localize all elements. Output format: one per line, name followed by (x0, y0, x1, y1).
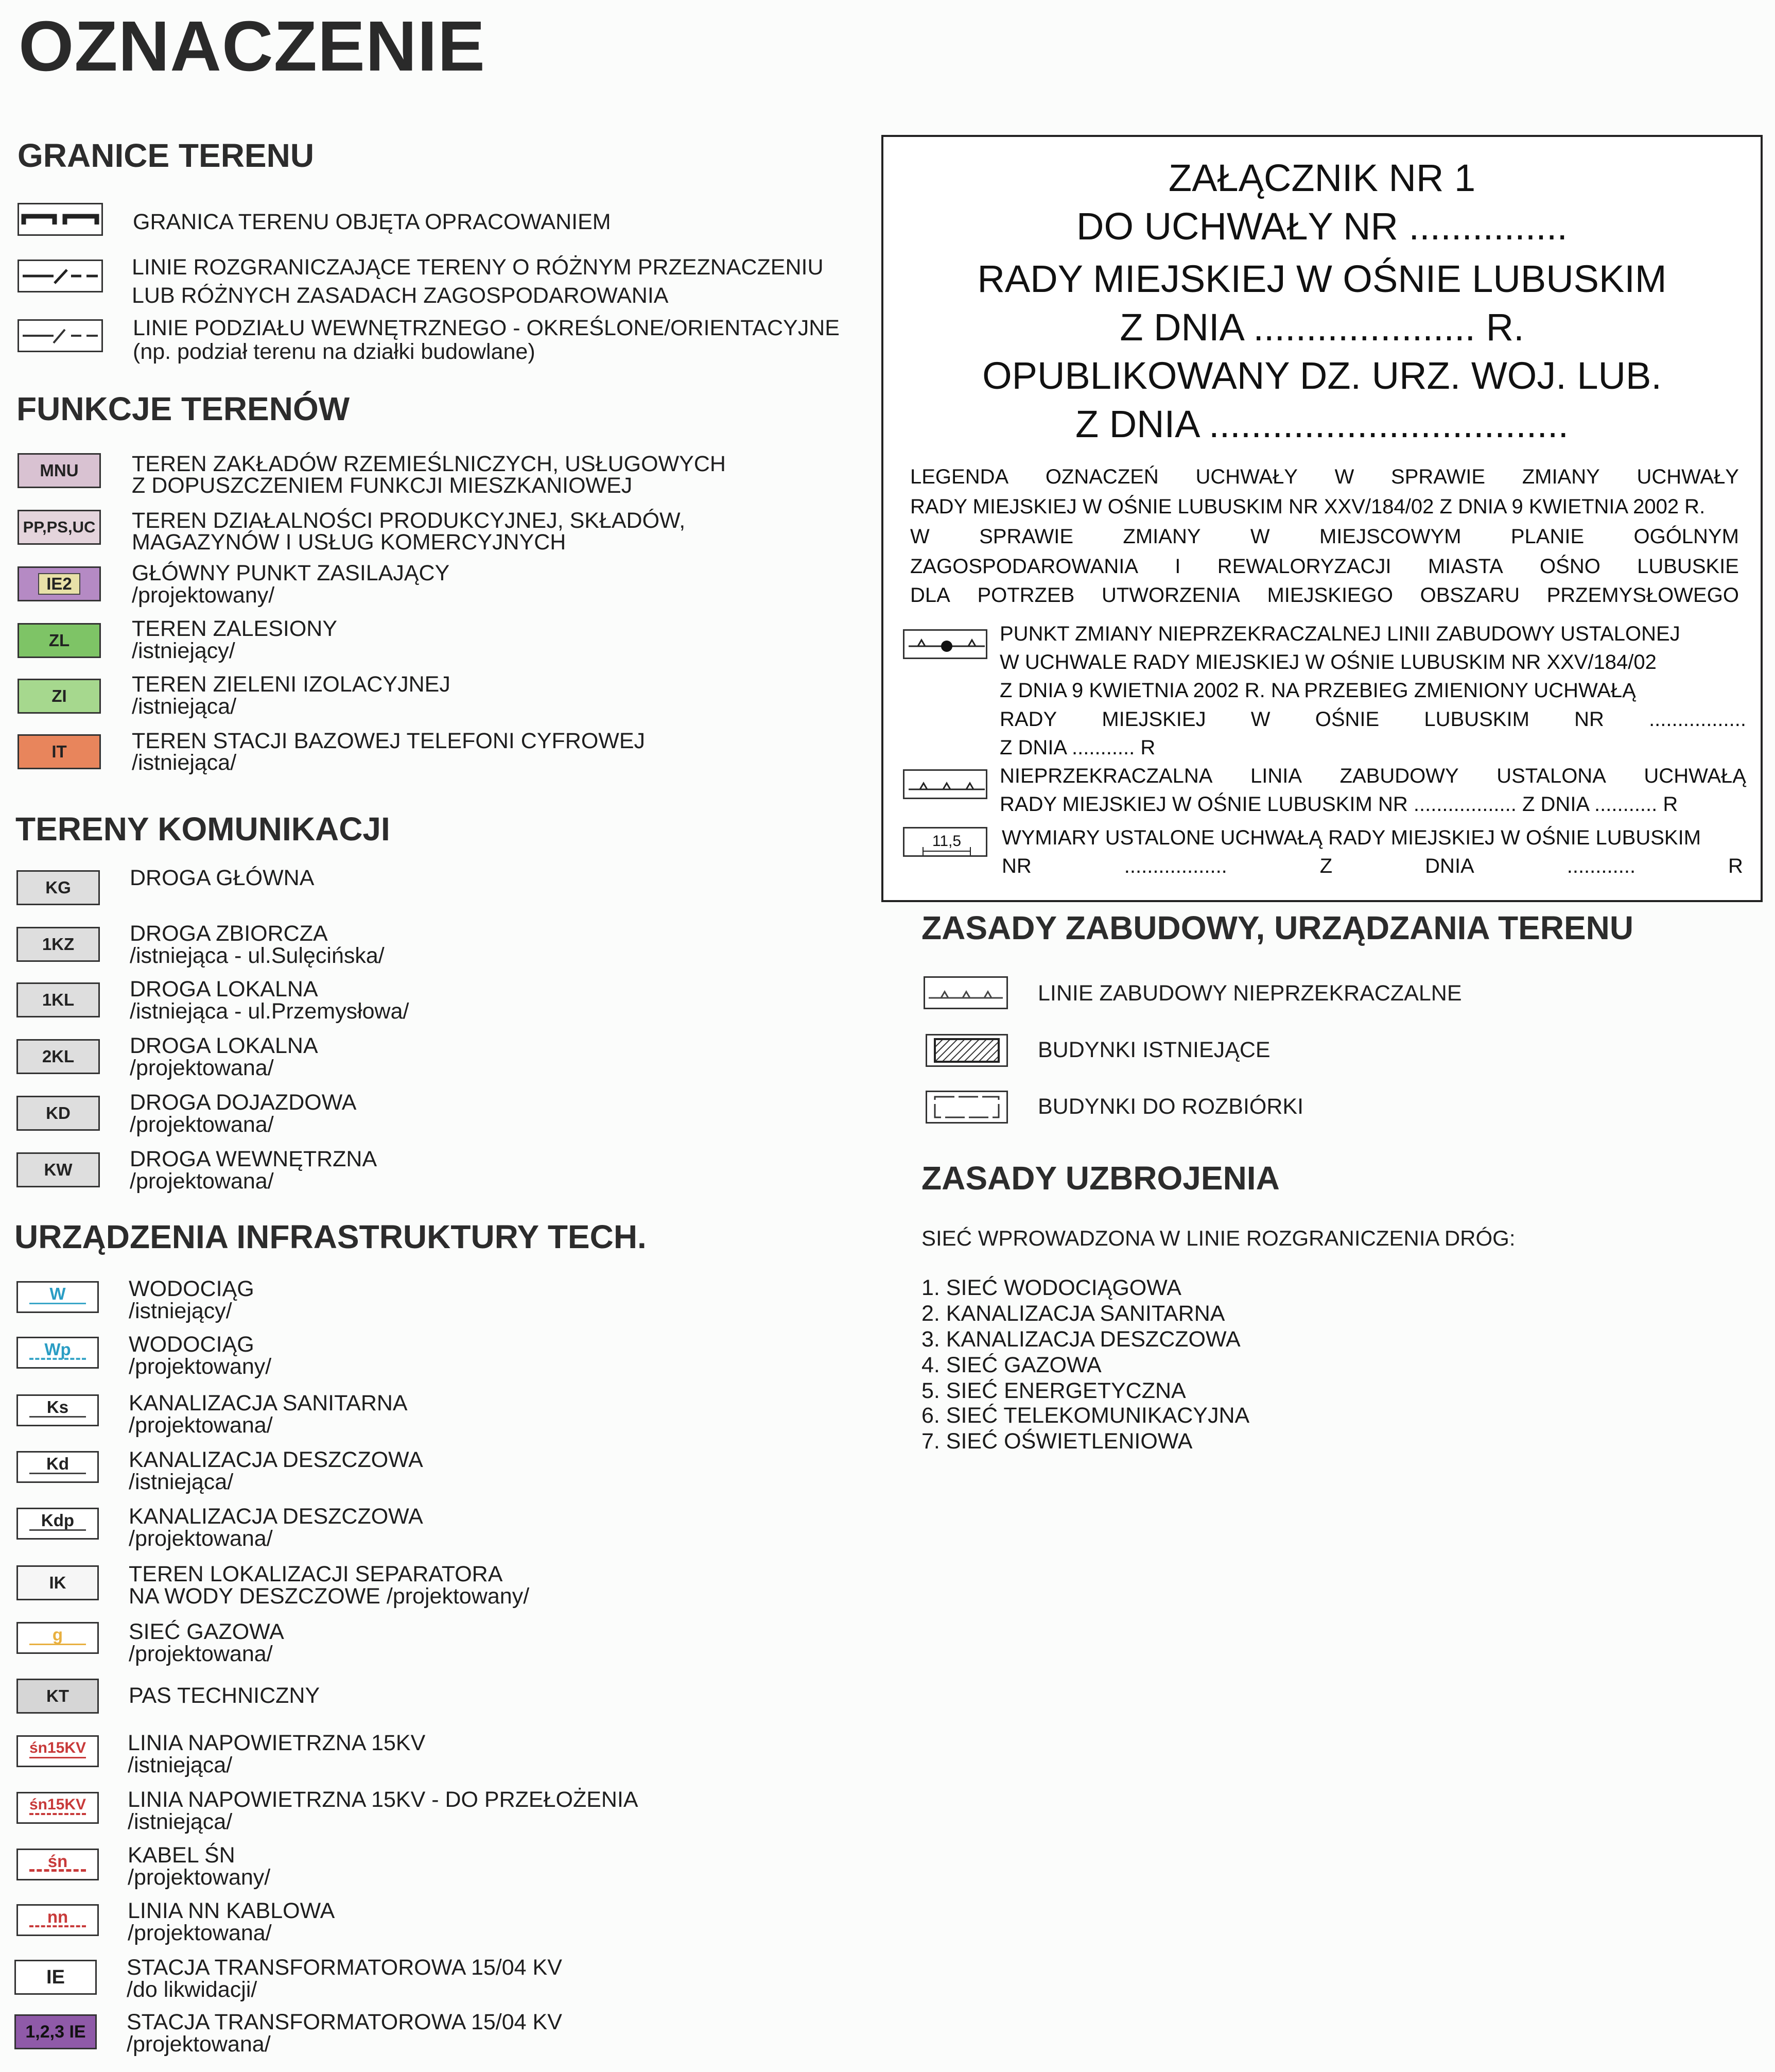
spread-word: OGÓLNYM (1633, 525, 1739, 548)
legend-heading-line-1 (910, 467, 1739, 487)
spread-word: W (1250, 707, 1271, 731)
spread-word: MIEJSCOWYM (1319, 525, 1461, 548)
boundary-line-symbol (18, 203, 103, 236)
uzbrojenie-intro: SIEĆ WPROWADZONA W LINIE ROZGRANICZENIA DRÓG: (921, 1226, 1516, 1250)
spread-word: ZABUDOWY (1339, 765, 1459, 787)
transformer-station-planned-swatch: 1,2,3 IE (14, 2014, 97, 2049)
spread-word: LUBUSKIM (1424, 707, 1529, 731)
water-line-symbol: W (16, 1281, 99, 1313)
spread-word: UTWORZENIA (1101, 584, 1240, 607)
legend-infra-ks: KANALIZACJA SANITARNA /projektowana/ (129, 1391, 408, 1438)
legend-infra-123ie: STACJA TRANSFORMATOROWA 15/04 KV /projektowana/ (127, 2010, 562, 2057)
change-point-symbol (903, 629, 987, 659)
spread-word: LEGENDA (910, 465, 1009, 488)
legend-infra-kdp: KANALIZACJA DESZCZOWA /projektowana/ (129, 1504, 423, 1551)
attachment-line-5: OPUBLIKOWANY DZ. URZ. WOJ. LUB. (982, 354, 1662, 397)
legend-infra-ie: STACJA TRANSFORMATOROWA 15/04 KV /do likwidacji/ (127, 1955, 562, 2002)
building-line-limit-symbol (924, 976, 1008, 1009)
legend-granice-3: LINIE PODZIAŁU WEWNĘTRZNEGO - OKREŚLONE/ORIENTACYJNE (np. podział terenu na działki budowlane) (133, 316, 840, 365)
road-swatch-kd: KD (16, 1096, 100, 1131)
legend-infra-ik: TEREN LOKALIZACJI SEPARATORA NA WODY DESZCZOWE /projektowany/ (129, 1562, 530, 1609)
attachment-line-6: Z DNIA .................................. (1075, 403, 1569, 445)
dividing-line-symbol (18, 260, 103, 292)
legend-funkcje-zi: TEREN ZIELENI IZOLACYJNEJ /istniejąca/ (132, 672, 450, 719)
spread-word: OZNACZEŃ (1045, 465, 1159, 488)
legend-infra-nn: LINIA NN KABLOWA /projektowana/ (128, 1898, 335, 1945)
attachment-line-2: DO UCHWAŁY NR ............... (1076, 205, 1568, 248)
uzbrojenie-item-3: 3. KANALIZACJA DESZCZOWA (921, 1327, 1241, 1352)
road-swatch-kg: KG (16, 870, 100, 905)
existing-building-symbol (926, 1034, 1008, 1067)
spread-word: UCHWAŁĄ (1644, 765, 1746, 787)
legend-infra-sn: KABEL ŚN /projektowany/ (128, 1843, 271, 1890)
legend-infra-sn15-2: LINIA NAPOWIETRZNA 15KV - DO PRZEŁOŻENIA /istniejąca/ (128, 1787, 638, 1834)
uzbrojenie-item-4: 4. SIEĆ GAZOWA (921, 1353, 1102, 1377)
legend-entry-1: PUNKT ZMIANY NIEPRZEKRACZALNEJ LINII ZABUDOWY USTALONEJ W UCHWALE RADY MIEJSKIEJ W OŚNIE LUBUSKIM NR XXV/184/02 Z DNIA 9 KWIETNIA 2002 R. NA PRZEBIEG ZMIENIONY UCHWAŁĄ RADY MIEJSKIEJ W OŚNIE LUBUSKIM NR ................. Z DNIA ........... R (1000, 623, 1746, 759)
attachment-line-3: RADY MIEJSKIEJ W OŚNIE LUBUSKIM (977, 257, 1667, 300)
technical-strip-swatch: KT (16, 1679, 99, 1714)
section-heading-komunikacja: TERENY KOMUNIKACJI (15, 810, 390, 848)
legend-komunikacja-kg: DROGA GŁÓWNA (130, 866, 315, 890)
legend-granice-2: LINIE ROZGRANICZAJĄCE TERENY O RÓŻNYM PRZEZNACZENIU LUB RÓŻNYCH ZASADACH ZAGOSPODAROWANIA (132, 255, 824, 308)
road-swatch-1kl: 1KL (16, 982, 100, 1017)
section-heading-funkcje: FUNKCJE TERENÓW (16, 390, 350, 427)
spread-word: PRZEMYSŁOWEGO (1546, 584, 1739, 607)
legend-komunikacja-kd: DROGA DOJAZDOWA /projektowana/ (130, 1090, 357, 1137)
page-title: OZNACZENIE (19, 7, 485, 86)
attachment-line-4: Z DNIA ..................... R. (1120, 306, 1524, 349)
spread-word: OŚNO (1540, 555, 1600, 578)
legend-heading-line-5 (910, 585, 1739, 606)
legend-zabudowy-3: BUDYNKI DO ROZBIÓRKI (1038, 1094, 1304, 1119)
legend-heading-line-4 (910, 556, 1739, 577)
legend-infra-kt: PAS TECHNICZNY (129, 1683, 320, 1708)
internal-division-line-symbol (18, 319, 103, 352)
section-heading-granice: GRANICE TERENU (18, 137, 315, 174)
land-use-swatch-zi: ZI (18, 679, 101, 714)
spread-word: MIEJSKIEGO (1267, 584, 1393, 607)
mv-cable-symbol: śn (16, 1849, 99, 1880)
uzbrojenie-item-7: 7. SIEĆ OŚWIETLENIOWA (921, 1429, 1193, 1454)
spread-word: W (910, 525, 930, 548)
sanitary-sewer-symbol: Ks (16, 1394, 99, 1426)
spread-word: UCHWAŁY (1195, 465, 1298, 488)
spread-word: USTALONA (1496, 765, 1606, 787)
legend-infra-sn15-1: LINIA NAPOWIETRZNA 15KV /istniejąca/ (128, 1731, 426, 1777)
legend-infra-kd: KANALIZACJA DESZCZOWA /istniejąca/ (129, 1447, 423, 1494)
storm-sewer-planned-symbol: Kdp (16, 1508, 99, 1540)
storm-sewer-symbol: Kd (16, 1451, 99, 1483)
dimension-value: 11,5 (932, 833, 962, 850)
spread-word: OBSZARU (1420, 584, 1520, 607)
legend-komunikacja-1kl: DROGA LOKALNA /istniejąca - ul.Przemysłowa/ (130, 977, 409, 1024)
uzbrojenie-item-5: 5. SIEĆ ENERGETYCZNA (921, 1378, 1186, 1403)
gas-line-symbol: g (16, 1622, 99, 1654)
spread-word: .................. (1124, 855, 1227, 878)
spread-word: MIEJSKIEJ (1102, 707, 1206, 731)
spread-word: W (1250, 525, 1270, 548)
separator-site-swatch: IK (16, 1565, 99, 1600)
legend-funkcje-mnu: TEREN ZAKŁADÓW RZEMIEŚLNICZYCH, USŁUGOWYCH Z DOPUSZCZENIEM FUNKCJI MIESZKANIOWEJ (132, 452, 726, 498)
land-use-swatch-pp-ps-uc: PP,PS,UC (18, 510, 101, 545)
land-use-swatch-zl: ZL (18, 623, 101, 658)
spread-word: ............ (1567, 855, 1636, 878)
legend-heading-line-3 (910, 526, 1739, 547)
legend-heading-line-2: RADY MIEJSKIEJ W OŚNIE LUBUSKIM NR XXV/184/02 Z DNIA 9 KWIETNIA 2002 R. (910, 495, 1706, 518)
spread-word: ZMIANY (1522, 465, 1600, 488)
road-swatch-kw: KW (16, 1152, 100, 1187)
legend-funkcje-pp: TEREN DZIAŁALNOŚCI PRODUKCYJNEJ, SKŁADÓW, MAGAZYNÓW I USŁUG KOMERCYJNYCH (132, 508, 686, 555)
legend-entry-3: WYMIARY USTALONE UCHWAŁĄ RADY MIEJSKIEJ W OŚNIE LUBUSKIM NR .................. Z DNIA ............ R (1002, 824, 1743, 880)
spread-word: NIEPRZEKRACZALNA (1000, 765, 1213, 787)
uzbrojenie-item-2: 2. KANALIZACJA SANITARNA (921, 1301, 1225, 1326)
spread-word: NR (1002, 855, 1032, 878)
legend-funkcje-zl: TEREN ZALESIONY /istniejący/ (132, 616, 338, 663)
spread-word: REWALORYZACJI (1217, 555, 1391, 578)
land-use-swatch-it: IT (18, 734, 101, 769)
spread-word: DNIA (1425, 855, 1474, 878)
lv-cable-symbol: nn (16, 1904, 99, 1936)
spread-word: POTRZEB (977, 584, 1075, 607)
dimension-symbol (903, 827, 987, 857)
spread-word: I (1175, 555, 1181, 578)
spread-word: W (1334, 465, 1354, 488)
spread-word: RADY (1000, 707, 1057, 731)
spread-word: ZAGOSPODAROWANIA (910, 555, 1139, 578)
overhead-line-15kv-symbol: śn15KV (16, 1735, 99, 1767)
legend-zabudowy-2: BUDYNKI ISTNIEJĄCE (1038, 1038, 1271, 1062)
section-heading-infrastruktura: URZĄDZENIA INFRASTRUKTURY TECH. (14, 1218, 647, 1255)
legend-entry-2: NIEPRZEKRACZALNA LINIA ZABUDOWY USTALONA UCHWAŁĄ RADY MIEJSKIEJ W OŚNIE LUBUSKIM NR .................. Z DNIA ........... R (1000, 762, 1746, 819)
spread-word: PLANIE (1510, 525, 1585, 548)
spread-word: ZMIANY (1123, 525, 1201, 548)
legend-zabudowy-1: LINIE ZABUDOWY NIEPRZEKRACZALNE (1038, 981, 1462, 1006)
section-heading-zasady-zabudowy: ZASADY ZABUDOWY, URZĄDZANIA TERENU (921, 909, 1634, 946)
spread-word: NR (1574, 707, 1604, 731)
spread-word: UCHWAŁY (1637, 465, 1739, 488)
water-line-planned-symbol: Wp (16, 1337, 99, 1369)
spread-word: OŚNIE (1315, 707, 1380, 731)
spread-word: Z (1319, 855, 1333, 878)
land-use-swatch-mnu: MNU (18, 453, 101, 488)
overhead-line-15kv-relocate-symbol: śn15KV (16, 1792, 99, 1824)
uzbrojenie-item-6: 6. SIEĆ TELEKOMUNIKACYJNA (921, 1403, 1250, 1428)
legend-infra-wp: WODOCIĄG /projektowany/ (129, 1332, 272, 1379)
spread-word: MIASTA (1428, 555, 1503, 578)
legend-granice-1: GRANICA TERENU OBJĘTA OPRACOWANIEM (133, 210, 611, 234)
road-swatch-1kz: 1KZ (16, 927, 100, 962)
uzbrojenie-item-1: 1. SIEĆ WODOCIĄGOWA (921, 1275, 1181, 1300)
legend-funkcje-ie2: GŁÓWNY PUNKT ZASILAJĄCY /projektowany/ (132, 561, 450, 608)
legend-komunikacja-kw: DROGA WEWNĘTRZNA /projektowana/ (130, 1147, 377, 1194)
spread-word: LINIA (1250, 765, 1302, 787)
building-line-symbol (903, 769, 987, 799)
spread-word: ................. (1649, 707, 1746, 731)
attachment-line-1: ZAŁĄCZNIK NR 1 (1168, 157, 1476, 199)
legend-funkcje-it: TEREN STACJI BAZOWEJ TELEFONI CYFROWEJ /istniejąca/ (132, 729, 646, 775)
legend-komunikacja-1kz: DROGA ZBIORCZA /istniejąca - ul.Sulęcińska/ (130, 921, 385, 968)
legend-komunikacja-2kl: DROGA LOKALNA /projektowana/ (130, 1033, 318, 1080)
spread-word: SPRAWIE (979, 525, 1074, 548)
road-swatch-2kl: 2KL (16, 1039, 100, 1074)
spread-word: DLA (910, 584, 950, 607)
legend-infra-g: SIEĆ GAZOWA /projektowana/ (129, 1619, 284, 1666)
transformer-station-existing-swatch: IE (14, 1960, 97, 1995)
land-use-swatch-ie2: IE2 (18, 566, 101, 601)
section-heading-zasady-uzbrojenia: ZASADY UZBROJENIA (921, 1160, 1280, 1197)
legend-infra-w: WODOCIĄG /istniejący/ (129, 1276, 254, 1323)
spread-word: LUBUSKIE (1637, 555, 1739, 578)
spread-word: SPRAWIE (1391, 465, 1486, 488)
building-to-demolish-symbol (926, 1091, 1008, 1124)
spread-word: R (1728, 855, 1743, 878)
attachment-box (881, 135, 1763, 902)
